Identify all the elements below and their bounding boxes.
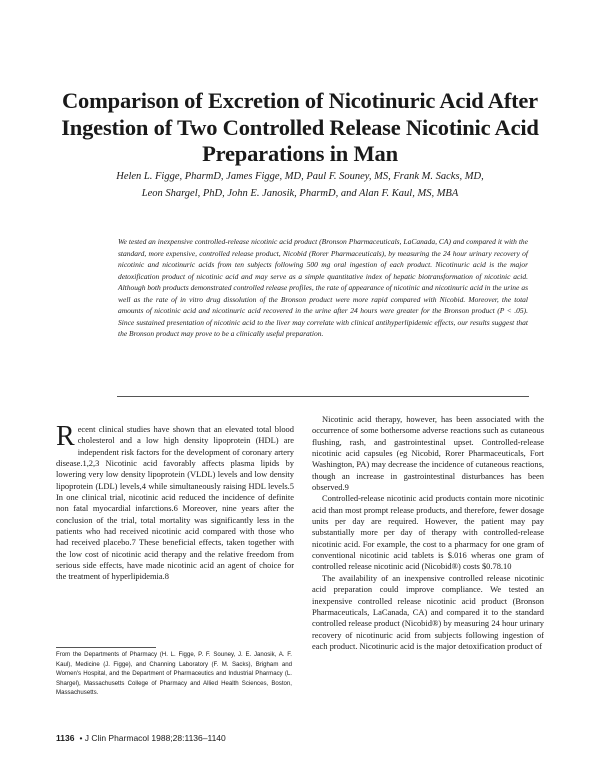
abstract: We tested an inexpensive controlled-release nicotinic acid product (Bronson Pharmaceuticals, LaCanada, CA) and compared it with the standard, more expensive, controlled release product, Nicobid (Rorer Pharmaceuticals), by measuring the 24 hour urinary recovery of nicotinic and nicotinuric acids from ten subjects following 500 mg oral ingestion of each product. Nicotinuric acid is the major detoxification product of nicotinic acid and may serve as a simple quantitative index of hepatic biotransformation of nicotinic acid. Although both products demonstrated controlled release profiles, the rate of appearance of nicotinic and nicotinuric acid in the urine as well as the rate of in vitro drug dissolution of the Bronson product were more rapid compared with Nicobid. Moreover, the total amounts of nicotinic acid and nicotinuric acid recovered in the urine after 24 hours were greater for the Bronson product (P < .05). Since sustained presentation of nicotinic acid to the liver may correlate with clinical antihyperlipidemic effects, our results suggest that the Bronson product may prove to be a clinically useful preparation. [118,237,528,339]
article-title: Comparison of Excretion of Nicotinuric Acid After Ingestion of Two Controlled Release Nicotinic Acid Preparations in Man [61,88,539,166]
affiliation-footnote: From the Departments of Pharmacy (H. L. Figge, P. F. Souney, J. E. Janosik, A. F. Kaul), Medicine (J. Figge), and Channing Laboratory (F. M. Sacks), Brigham and Women's Hospital, and the Department of Pharmaceutics and Industrial Pharmacy (L. Shargel), Massachusetts College of Pharmacy and Allied Health Sciences, Boston, Massachusetts. [56,651,292,697]
author-line: Leon Shargel, PhD, John E. Janosik, PharmD, and Alan F. Kaul, MS, MBA [141,188,459,199]
body-paragraph: Controlled-release nicotinic acid products contain more nicotinic acid than most prompt release products, and therefore, fewer dosage units per day are required. However, the patient may pay substantially more per day of therapy with controlled-release nicotinic acid. For example, the cost to a pharmacy for one gram of conventional nicotinic acid tablets is $.016 wheras one gram of controlled release nicotinic acid (Nicobid®) costs $0.78.10 [312,493,544,572]
abstract-divider [117,396,529,397]
body-paragraph: Nicotinic acid therapy, however, has been associated with the occurrence of some bothersome adverse reactions such as cutaneous flushing, rash, and gastrointestinal upset. Controlled-release nicotinic acid capsules (eg Nicobid, Rorer Pharmaceuticals, Fort Washington, PA) may decrease the incidence of cutaneous reactions, though an increase in gastrointestinal disturbances has been observed.9 [312,414,544,493]
body-column-right [312,414,544,652]
intro-paragraph [56,421,294,583]
journal-citation: • J Clin Pharmacol 1988;28:1136–1140 [79,733,226,743]
intro-paragraph-text: ecent clinical studies have shown that an elevated total blood cholesterol and a low high density lipoprotein (HDL) are independent risk factors for the development of coronary artery disease.1,2,3 Nicotinic acid favorably affects plasma lipids by lowering very low density lipoprotein (VLDL) levels and low density lipoprotein (LDL) levels,4 while simultaneously raising HDL levels.5 In one clinical trial, nicotinic acid reduced the incidence of definite non fatal myocardial infarctions.6 Moreover, nine years after the conclusion of the trial, total mortality was significantly less in the patients who had received nicotinic acid compared with those who had received placebo.7 These beneficial effects, taken together with the low cost of nicotinic acid therapy and the relative freedom from serious side effects, have made nicotinic acid an agent of choice for the treatment of hyperlipidemia.8 [56,424,294,582]
body-paragraph: The availability of an inexpensive controlled release nicotinic acid preparation could improve compliance. We tested an inexpensive controlled release nicotinic acid product (Bronson Pharmaceuticals, LaCanada, CA) and compared it to the standard controlled release product (Nicobid®) by measuring 24 hour urinary recovery of nicotinuric acid from subjects following ingestion of each product. Nicotinuric acid is the major detoxification product of [312,572,544,651]
footnote-divider [56,647,156,648]
running-footer [56,733,226,743]
author-line: Helen L. Figge, PharmD, James Figge, MD, Paul F. Souney, MS, Frank M. Sacks, MD, [116,171,484,182]
page-number: 1136 [56,733,75,743]
body-column-left [56,421,294,583]
drop-cap: R [56,421,75,452]
author-list [52,168,548,202]
